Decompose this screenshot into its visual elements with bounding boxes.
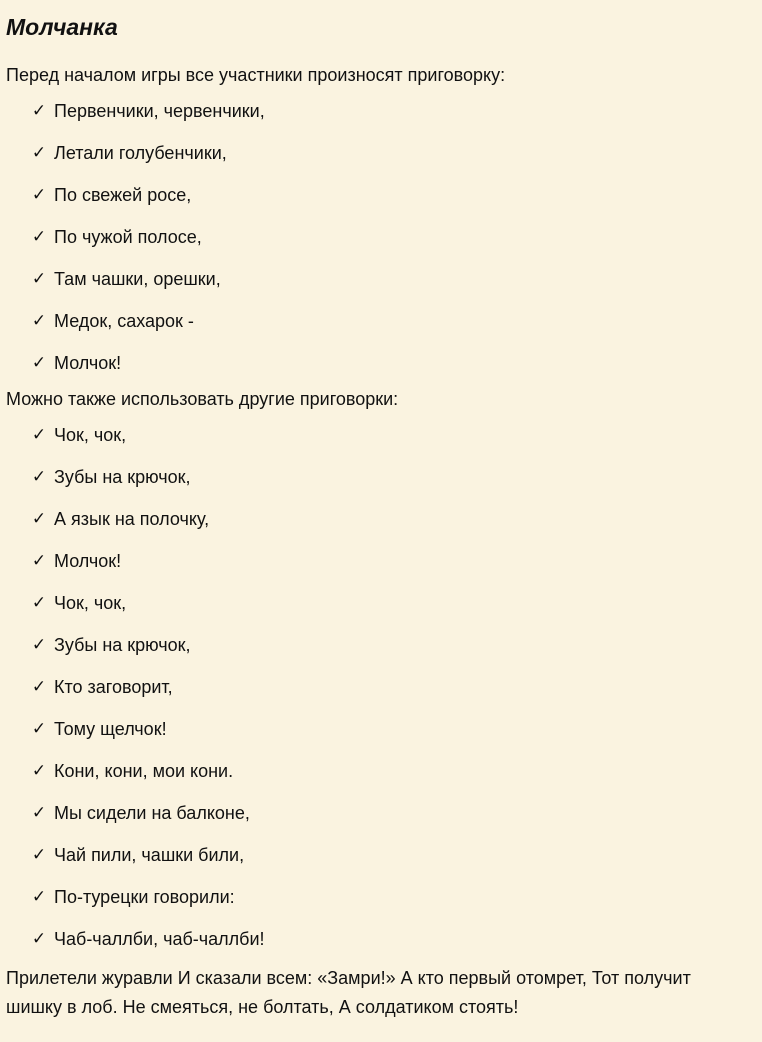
list-item [6,582,762,624]
list-item [6,132,762,174]
list-item-text: Медок, сахарок - [54,310,194,331]
list-item [6,456,762,498]
list-item-text: Чок, чок, [54,592,127,613]
checkmark-icon: ✓ [31,143,47,162]
list-item-text: Там чашки, орешки, [54,268,221,289]
list-item [6,498,762,540]
list-item [6,540,762,582]
list-item-text: Летали голубенчики, [54,142,227,163]
middle-paragraph: Можно также использовать другие приговорки: [6,389,399,409]
checkmark-icon: ✓ [31,635,47,654]
list-item [6,258,762,300]
list-item [6,708,762,750]
list-item-text: Чай пили, чашки били, [54,844,245,865]
checkmark-icon: ✓ [31,185,47,204]
list-item [6,792,762,834]
checkmark-icon: ✓ [31,761,47,780]
list-item-text: Кони, кони, мои кони. [54,760,234,781]
ending-paragraph: Прилетели журавли И сказали всем: «Замри!» А кто первый отомрет, Тот получит шишку в лоб. Не смеяться, не болтать, А солдатиком стоять! [6,968,691,1017]
rhyme-list-2 [6,414,762,960]
list-item-text: Мы сидели на балконе, [54,802,250,823]
list-item [6,624,762,666]
list-item-text: Чок, чок, [54,424,127,445]
list-item-text: Чаб-чаллби, чаб-чаллби! [54,928,265,949]
checkmark-icon: ✓ [31,467,47,486]
intro-paragraph: Перед началом игры все участники произносят приговорку: [6,65,506,85]
page-title: Молчанка [6,14,118,40]
list-item [6,876,762,918]
list-item [6,216,762,258]
checkmark-icon: ✓ [31,551,47,570]
checkmark-icon: ✓ [31,719,47,738]
checkmark-icon: ✓ [31,227,47,246]
list-item [6,90,762,132]
list-item-text: Молчок! [54,550,122,571]
list-item [6,918,762,960]
checkmark-icon: ✓ [31,803,47,822]
checkmark-icon: ✓ [31,929,47,948]
list-item-text: Зубы на крючок, [54,466,191,487]
list-item [6,750,762,792]
list-item-text: По-турецки говорили: [54,886,235,907]
checkmark-icon: ✓ [31,887,47,906]
checkmark-icon: ✓ [31,845,47,864]
checkmark-icon: ✓ [31,593,47,612]
checkmark-icon: ✓ [31,101,47,120]
list-item-text: Кто заговорит, [54,676,173,697]
list-item [6,300,762,342]
checkmark-icon: ✓ [31,353,47,372]
list-item-text: По свежей росе, [54,184,192,205]
list-item-text: А язык на полочку, [54,508,210,529]
list-item-text: Зубы на крючок, [54,634,191,655]
rhyme-list-1 [6,90,762,384]
list-item [6,174,762,216]
list-item-text: По чужой полосе, [54,226,202,247]
checkmark-icon: ✓ [31,311,47,330]
list-item [6,666,762,708]
list-item [6,834,762,876]
checkmark-icon: ✓ [31,509,47,528]
list-item-text: Тому щелчок! [54,718,167,739]
list-item-text: Молчок! [54,352,122,373]
list-item-text: Первенчики, червенчики, [54,100,265,121]
checkmark-icon: ✓ [31,425,47,444]
list-item [6,414,762,456]
checkmark-icon: ✓ [31,269,47,288]
list-item [6,342,762,384]
checkmark-icon: ✓ [31,677,47,696]
